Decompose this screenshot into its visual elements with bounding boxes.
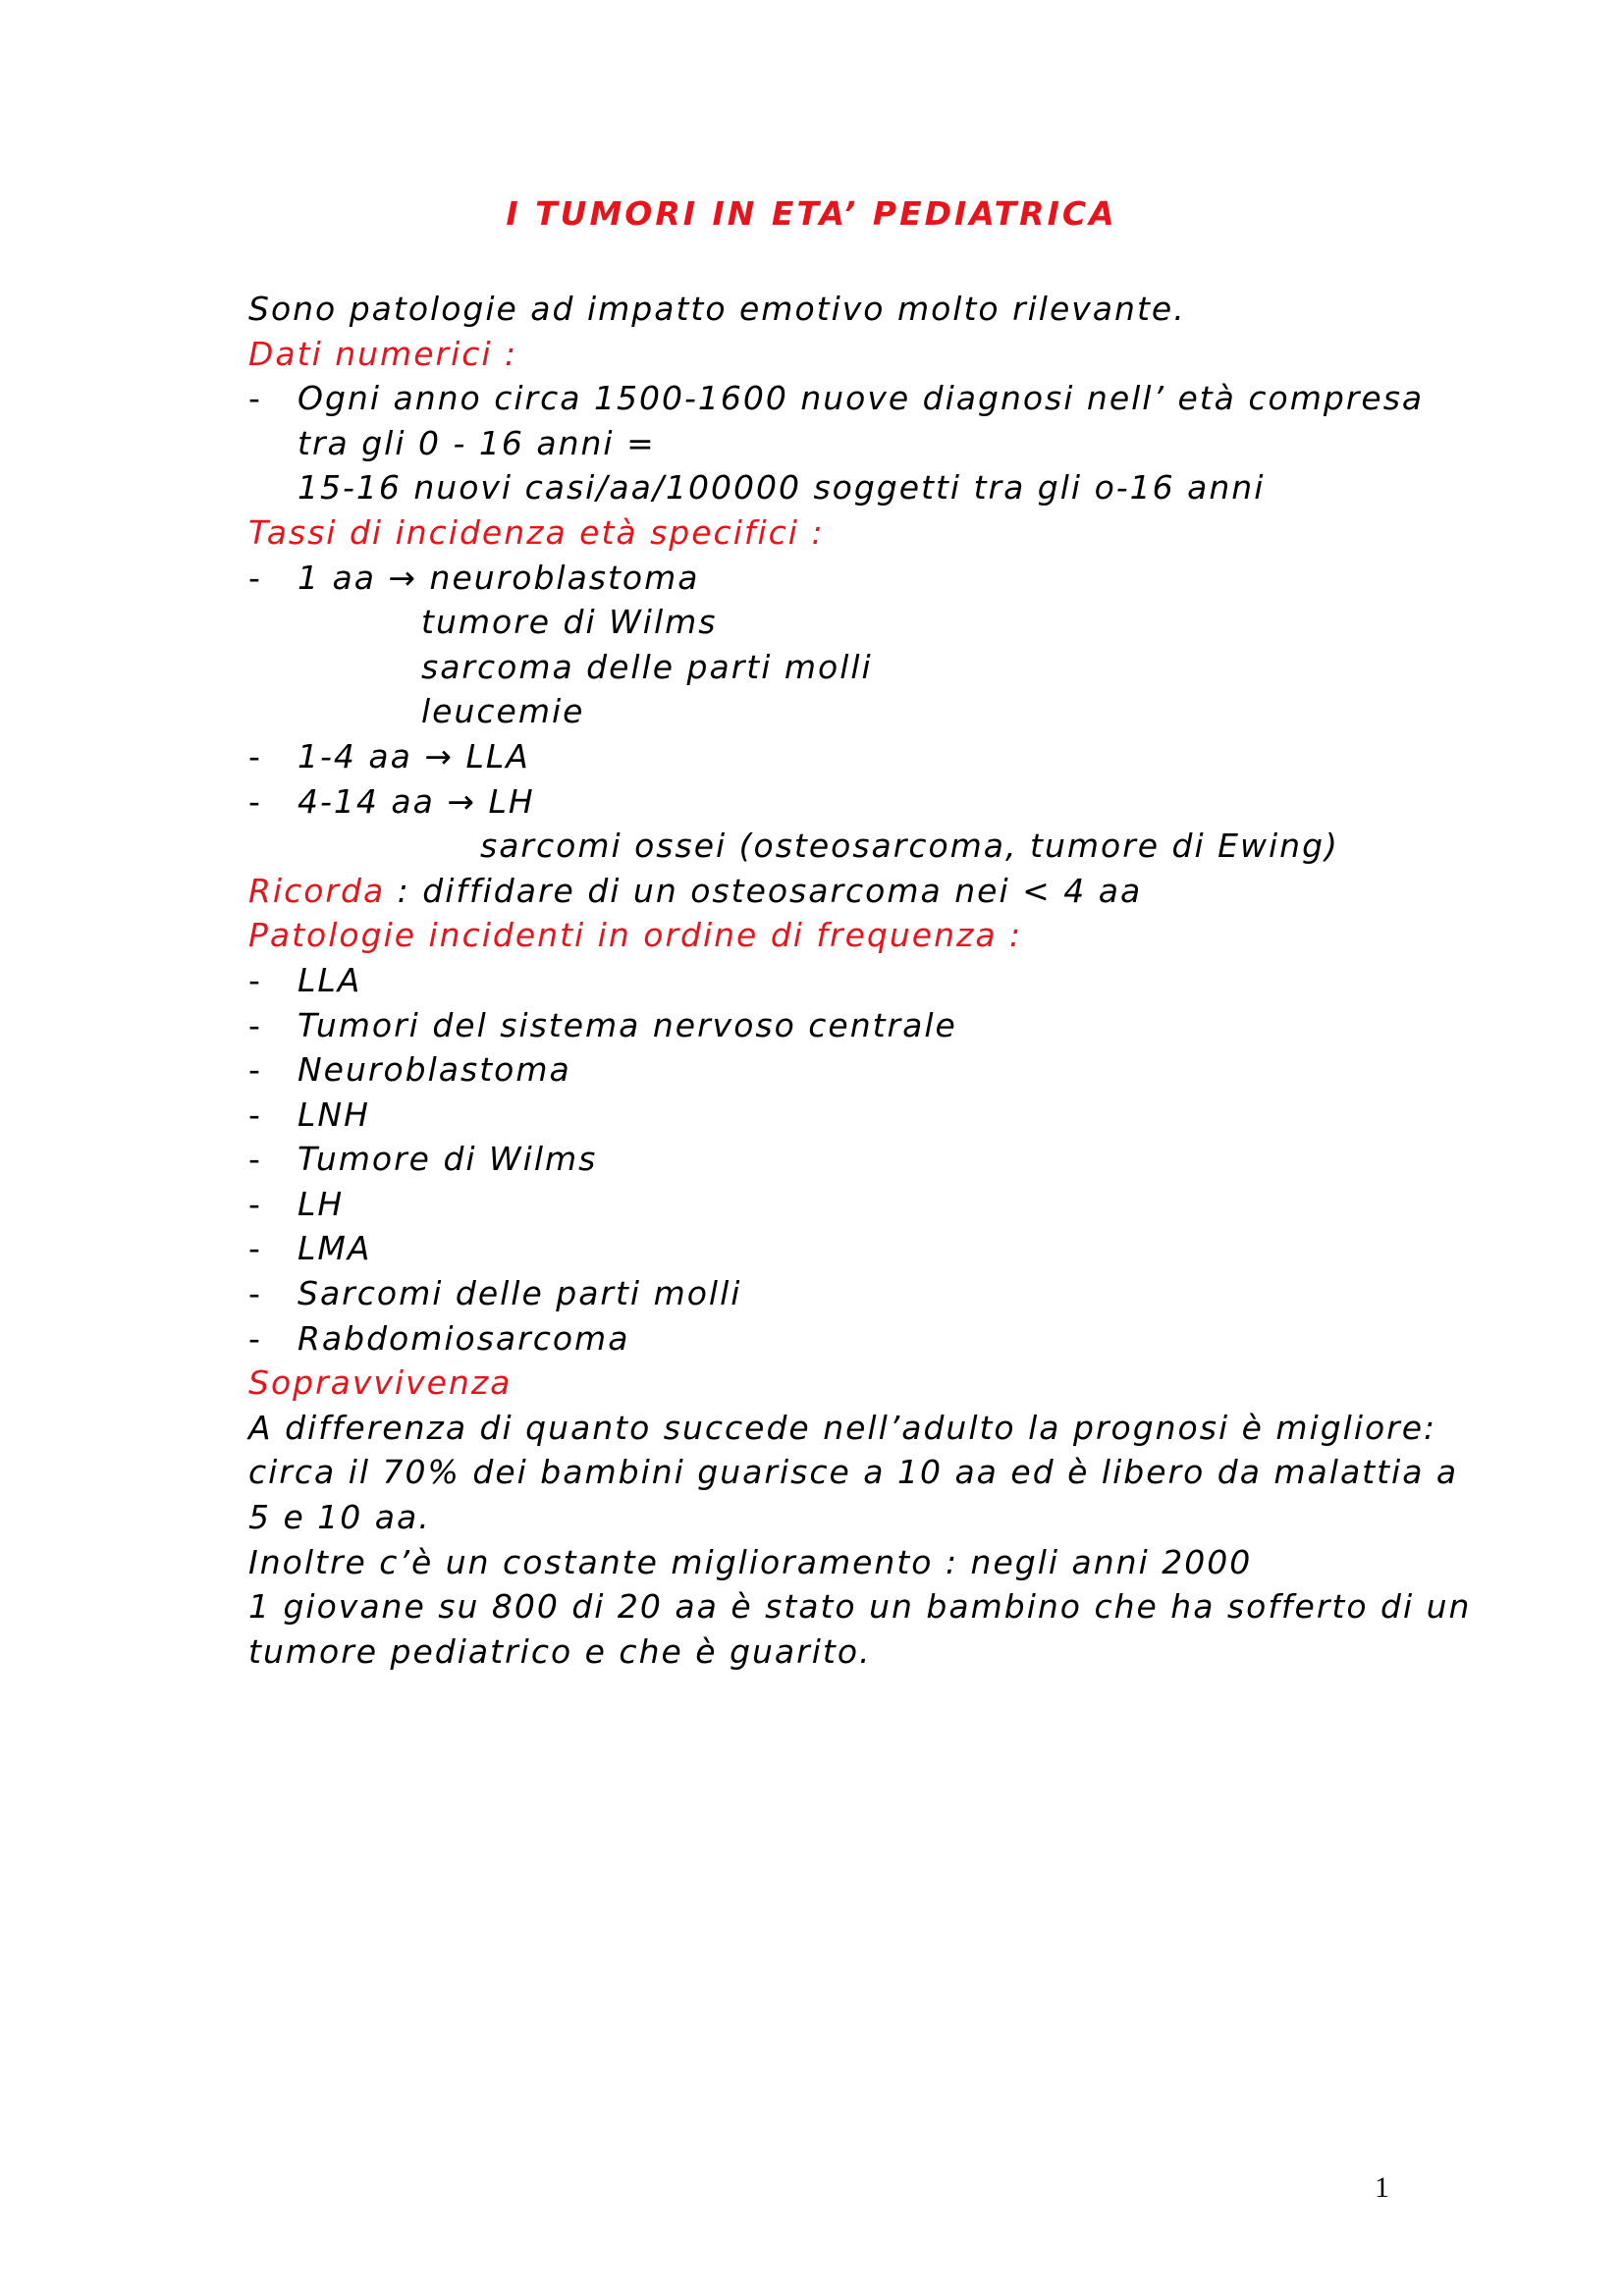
bullet-dash: - xyxy=(248,1140,262,1179)
tassi-heading: Tassi di incidenza età specifici : xyxy=(248,512,825,552)
list-item xyxy=(248,1182,1427,1227)
list-item-text: 1 aa → neuroblastoma xyxy=(298,558,700,597)
list-item-text: LH xyxy=(298,1184,345,1223)
bullet-dash: - xyxy=(248,781,262,821)
list-item xyxy=(248,556,1427,601)
list-item-text: Tumori del sistema nervoso centrale xyxy=(298,1005,957,1044)
paragraph-line: tumore pediatrico e che è guarito. xyxy=(248,1631,872,1671)
patologie-heading: Patologie incidenti in ordine di frequenza : xyxy=(248,916,1023,955)
list-item xyxy=(248,1271,1427,1316)
paragraph-line: circa il 70% dei bambini guarisce a 10 aa ed è libero da malattia a xyxy=(248,1453,1459,1492)
sub-item: sarcomi ossei (osteosarcoma, tumore di Ewing) xyxy=(480,827,1339,866)
list-item-text: Rabdomiosarcoma xyxy=(298,1318,630,1358)
dati-heading: Dati numerici : xyxy=(248,334,518,373)
list-item xyxy=(248,734,1427,779)
bullet-dash: - xyxy=(248,379,262,418)
paragraph-line: A differenza di quanto succede nell’adulto la prognosi è migliore: xyxy=(248,1408,1437,1447)
list-item xyxy=(248,1047,1427,1093)
sub-item: sarcoma delle parti molli xyxy=(421,647,873,686)
document-body xyxy=(248,287,1472,1674)
list-item-continuation: tra gli 0 - 16 anni = xyxy=(298,423,656,462)
bullet-dash: - xyxy=(248,558,262,597)
list-item-text: LLA xyxy=(298,960,362,999)
list-item-text: LNH xyxy=(298,1095,370,1134)
list-item xyxy=(248,1316,1427,1362)
list-item-continuation: 15-16 nuovi casi/aa/100000 soggetti tra gli o-16 anni xyxy=(298,468,1266,507)
list-item xyxy=(248,779,1427,825)
list-item xyxy=(248,1003,1427,1048)
list-item-text: Tumore di Wilms xyxy=(298,1140,598,1179)
bullet-dash: - xyxy=(248,1005,262,1044)
list-item xyxy=(248,1137,1427,1182)
list-item xyxy=(248,376,1427,421)
list-item xyxy=(248,1226,1427,1271)
bullet-dash: - xyxy=(248,1095,262,1134)
list-item-text: Neuroblastoma xyxy=(298,1050,571,1090)
bullet-dash: - xyxy=(248,1229,262,1268)
ricorda-line xyxy=(248,869,1427,914)
bullet-dash: - xyxy=(248,1274,262,1313)
list-item xyxy=(248,958,1427,1003)
list-item-text: LMA xyxy=(298,1229,372,1268)
bullet-dash: - xyxy=(248,736,262,775)
list-item xyxy=(248,1093,1427,1138)
list-item-text: 4-14 aa → LH xyxy=(298,781,535,821)
paragraph-line: 5 e 10 aa. xyxy=(248,1498,431,1537)
list-item-text: Ogni anno circa 1500-1600 nuove diagnosi nell’ età compresa xyxy=(298,379,1425,418)
page-number: 1 xyxy=(1375,2171,1389,2204)
sub-item: leucemie xyxy=(421,692,585,731)
sub-item: tumore di Wilms xyxy=(421,603,718,642)
list-item-text: Sarcomi delle parti molli xyxy=(298,1274,742,1313)
ricorda-label: Ricorda xyxy=(248,871,386,910)
ricorda-text: : diffidare di un osteosarcoma nei < 4 aa xyxy=(385,871,1143,910)
sopravvivenza-heading: Sopravvivenza xyxy=(248,1363,513,1403)
bullet-dash: - xyxy=(248,1184,262,1223)
bullet-dash: - xyxy=(248,1050,262,1090)
intro-text: Sono patologie ad impatto emotivo molto rilevante. xyxy=(248,290,1186,328)
bullet-dash: - xyxy=(248,960,262,999)
paragraph-line: Inoltre c’è un costante miglioramento : negli anni 2000 xyxy=(248,1542,1253,1581)
paragraph-line: 1 giovane su 800 di 20 aa è stato un bambino che ha sofferto di un xyxy=(248,1587,1472,1627)
page-title: I TUMORI IN ETA’ PEDIATRICA xyxy=(506,194,1117,233)
bullet-dash: - xyxy=(248,1318,262,1358)
list-item-text: 1-4 aa → LLA xyxy=(298,736,530,775)
